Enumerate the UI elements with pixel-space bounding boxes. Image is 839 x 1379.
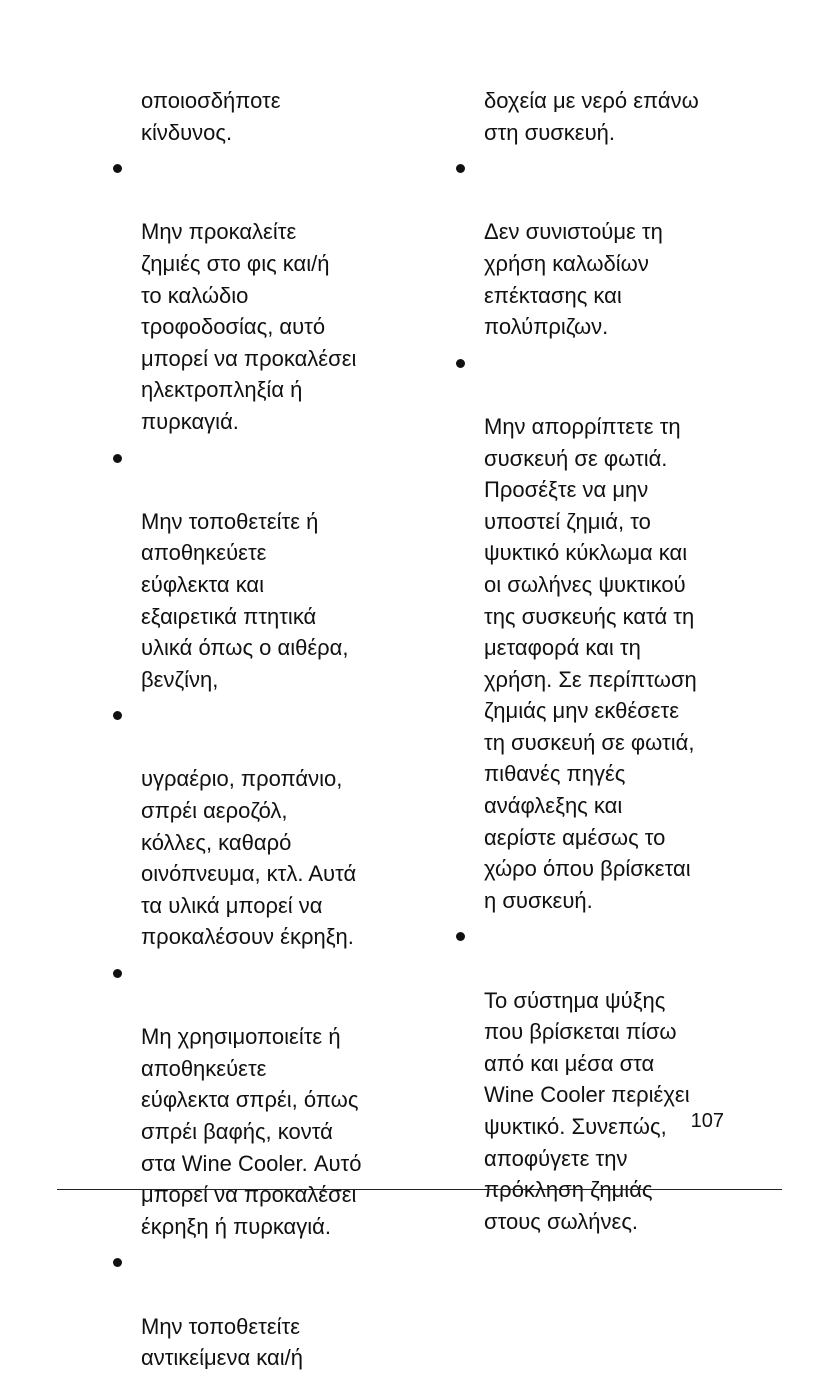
left-column-continuation: οποιοσδήποτε κίνδυνος.	[141, 88, 281, 145]
bullet-icon	[113, 164, 122, 173]
right-column	[484, 85, 746, 1242]
list-item-text: υγραέριο, προπάνιο, σπρέι αεροζόλ, κόλλες, καθαρό οινόπνευμα, κτλ. Αυτά τα υλικά μπορεί να προκαλέσουν έκρηξη.	[141, 766, 357, 950]
left-column	[141, 85, 403, 1379]
right-column-continuation: δοχεία με νερό επάνω στη συσκευή.	[484, 88, 699, 145]
list-item	[141, 700, 403, 953]
bullet-icon	[456, 932, 465, 941]
bullet-icon	[456, 359, 465, 368]
page-number: 107	[690, 1110, 724, 1132]
list-item	[141, 153, 403, 437]
list-item	[484, 153, 746, 343]
list-item-text: Μην τοποθετείτε ή αποθηκεύετε εύφλεκτα και εξαιρετικά πτητικά υλικά όπως ο αιθέρα, βενζίνη,	[141, 508, 349, 692]
list-item-text: Μην απορρίπτετε τη συσκευή σε φωτιά. Προσέξτε να μην υποστεί ζημιά, το ψυκτικό κύκλωμα και οι σωλήνες ψυκτικού της συσκευής κατά τη μεταφορά και τη χρήση. Σε περίπτωση ζημιάς μην εκθέσετε τη συσκευή σε φωτιά, πιθανές πηγές ανάφλεξης και αερίστε αμέσως το χώρο όπου βρίσκεται η συσκευή.	[484, 413, 697, 913]
bullet-icon	[113, 969, 122, 978]
list-item	[141, 958, 403, 1242]
list-item	[484, 348, 746, 917]
list-item	[141, 443, 403, 696]
list-item-text: Το σύστημα ψύξης που βρίσκεται πίσω από και μέσα στα Wine Cooler περιέχει ψυκτικό. Συνεπώς, αποφύγετε την πρόκληση ζημιάς στους σωλήνες.	[484, 987, 690, 1234]
bullet-icon	[113, 711, 122, 720]
bullet-icon	[113, 454, 122, 463]
list-item-text: Δεν συνιστούμε τη χρήση καλωδίων επέκτασης και πολύπριζων.	[484, 219, 663, 340]
list-item-text: Μην τοποθετείτε αντικείμενα και/ή	[141, 1313, 303, 1371]
footer-divider	[57, 1189, 782, 1190]
list-item-text: Μη χρησιμοποιείτε ή αποθηκεύετε εύφλεκτα σπρέι, όπως σπρέι βαφής, κοντά στα Wine Cooler. Αυτό μπορεί να προκαλέσει έκρηξη ή πυρκαγιά.	[141, 1024, 362, 1239]
list-item	[141, 1247, 403, 1373]
bullet-icon	[456, 164, 465, 173]
bullet-icon	[113, 1258, 122, 1267]
list-item-text: Μην προκαλείτε ζημιές στο φις και/ή το καλώδιο τροφοδοσίας, αυτό μπορεί να προκαλέσει ηλεκτροπληξία ή πυρκαγιά.	[141, 219, 357, 434]
